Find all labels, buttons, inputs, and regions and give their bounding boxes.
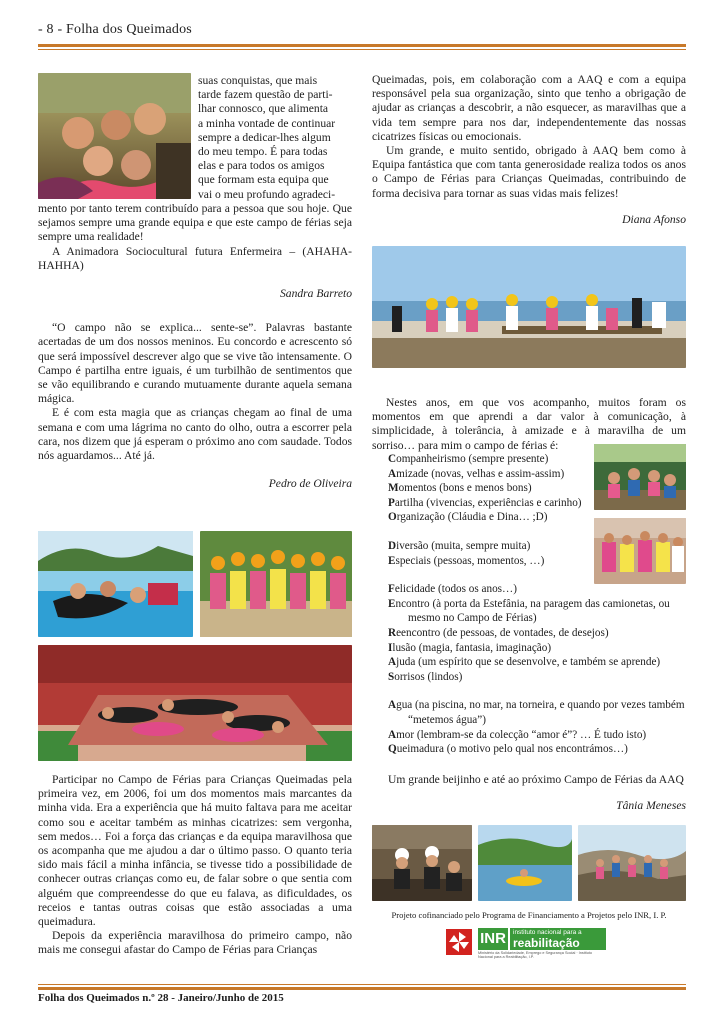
acrostic-item: Partilha (vivencias, experiências e carinho) (388, 496, 582, 509)
acrostic-item: Queimadura (o motivo pelo qual nos encontrámos…) (388, 743, 628, 756)
signature-tania: Tânia Meneses (616, 799, 686, 813)
left-p1-line-3: a minha vontade de continuar (198, 116, 336, 130)
right-p2: Um grande, e muito sentido, obrigado à AAQ bem como à Equipa fantástica que com tanta generosidade realiza todos os anos o Campo de Férias para Crianças Queimadas, contribuindo de forma decisiva para tornar as suas vidas mais felizes! (372, 144, 686, 200)
inr-wordmark: instituto nacional para a reabilitação (510, 928, 606, 950)
acrostic-item: Amizade (novas, velhas e assim-assim) (388, 467, 565, 480)
acrostic-item: mesmo no Campo de Férias) (408, 612, 537, 625)
left-column-text-a (38, 202, 352, 491)
left-p1-line-2: lhar connosco, que alimenta (198, 102, 329, 116)
acrostic-item: Sorrisos (lindos) (388, 670, 463, 683)
left-p1-line-0: suas conquistas, que mais (198, 74, 318, 87)
left-column-text-b (38, 773, 352, 958)
funding-note (372, 910, 686, 920)
page-header (38, 22, 686, 52)
photo-river-kayak (478, 825, 572, 901)
left-p4: E é com esta magia que as crianças chegam ao final de uma semana e com uma lágrima no canto do olho, outra a escorrer pela cara, nos dizem que já esperam o próximo ano com saudade. Todos nós aguardamos... Até já. (38, 406, 352, 463)
acrostic-item: Especiais (pessoas, momentos, …) (388, 554, 545, 567)
acrostic-item: Diversão (muita, sempre muita) (388, 539, 531, 552)
acrostic-item: Amor (lembram-se da colecção “amor é”? … É tudo isto) (388, 728, 647, 741)
right-p1: Queimadas, pois, em colaboração com a AAQ e com a equipa responsável pela sua organização, sinto que tenho a obrigação de ajudar as crianças a descobrir, a não esquecer, as maravilhas que a vida tem sempre para nos dar, independentemente das nossas cicatrizes físicas ou emocionais. (372, 73, 686, 143)
left-column-text-top (198, 74, 352, 202)
photo-party-room (594, 518, 686, 584)
inr-tagline: Ministério da Solidariedade, Emprego e Segurança Social · Instituto Nacional para a Reabilitação, I.P. (478, 951, 592, 960)
signature-pedro: Pedro de Oliveira (268, 477, 352, 491)
header-rule-thick (38, 44, 686, 47)
acrostic-item: Organização (Cláudia e Dina… ;D) (388, 511, 548, 524)
acrostic-item: Momentos (bons e menos bons) (388, 482, 532, 495)
acrostic-item: Agua (na piscina, no mar, na torneira, e quando por vezes também (388, 699, 685, 712)
header-rule-thin (38, 49, 686, 50)
photo-group-hug (38, 73, 191, 199)
left-p1-line-5: do meu tempo. É para todas (198, 145, 328, 159)
acrostic-item: Encontro (à porta da Estefânia, na paragem das camionetas, ou (388, 597, 670, 610)
footer-rule-thick (38, 987, 686, 990)
left-p1-rest: mento por tanto terem contribuído para a pessoa que sou hoje. Que sejamos sempre uma grande equipa e que este campo de férias seja sempre uma realidade! (38, 202, 352, 244)
footer-text: Folha dos Queimados n.º 28 - Janeiro/Junho de 2015 (38, 992, 284, 1004)
right-column-text-a (372, 73, 686, 227)
acrostic-item: Felicidade (todos os anos…) (388, 583, 517, 596)
right-p3: Nestes anos, em que vos acompanho, muitos foram os momentos em que aprendi a dar valor à comunicação, à simplicidade, à tolerância, à amizade e à maravilha de um sorriso… para mim o campo de férias é: (372, 396, 686, 452)
photo-beach-group (372, 246, 686, 368)
left-p2: A Animadora Sociocultural futura Enfermeira – (AHAHA-HAHHA) (38, 244, 352, 272)
right-closing: Um grande beijinho e até ao próximo Campo de Férias da AAQ (388, 773, 684, 786)
left-p6: Depois da experiência maravilhosa do primeiro campo, não mais me consegui afastar do Campo de Férias para Crianças (38, 929, 352, 957)
funding-text: Projeto cofinanciado pelo Programa de Financiamento a Projetos pelo INR, I. P. (391, 910, 667, 920)
photo-pool (38, 531, 193, 637)
left-p1-line-1: tarde fazem questão de parti- (198, 88, 333, 102)
acrostic-item: Reencontro (de pessoas, de vontades, de desejos) (388, 626, 609, 639)
page-title: - 8 - Folha dos Queimados (38, 22, 192, 37)
left-p5: Participar no Campo de Férias para Crianças Queimadas pela primeira vez, em 2006, foi um dos momentos mais marcantes da minha vida. Era a experiência que há muito faltava para me aceitar como sou e aceitar também as minhas cicatrizes: sem vergonha, sem medos… Foi a força das crianças e da equipa maravilhosa que os acompanha que me ajudou a dar o último passo. O quanto teria sido mais fácil a minha infância, se tivesse tido a possibilidade de conhecer outras crianças como eu, de falar sobre o que sentia com alguém que compreendesse do que eu falava, as dificuldades, os receios e tantas outras coisas que estão associadas a uma queimadura. (38, 773, 352, 929)
signature-diana: Diana Afonso (622, 212, 686, 226)
photo-group-lying (38, 645, 352, 761)
acrostic-item: “metemos água”) (408, 713, 486, 726)
left-p1-line-6: elas e para todos os amigos (198, 159, 325, 173)
photo-hats-group (200, 531, 352, 637)
inr-logo-area (446, 926, 606, 958)
inr-letters-icon: INR (478, 928, 508, 950)
photo-friends-sitting (594, 444, 686, 510)
signature-sandra: Sandra Barreto (279, 287, 352, 301)
pinwheel-logo-icon (446, 929, 472, 955)
left-p1-line-7: que formam esta equipa que (198, 173, 329, 187)
left-p1-line-4: sempre a dedicar-lhes algum (198, 130, 331, 144)
acrostic-item: Ilusão (magia, fantasia, imaginação) (388, 641, 552, 654)
left-p3: “O campo não se explica... sente-se”. Palavras bastante acertadas de um dos nossos meninos. Eu concordo e acrescento só que será impossível descrever algo que se vive tão intensamente. O Campo é partilha entre iguais, é um turbilhão de sentimentos que se vão equilibrando e curando mutuamente durante aquela semana mágica. (38, 321, 352, 406)
acrostic-item: Companheirismo (sempre presente) (388, 453, 549, 465)
footer-rule-thin (38, 984, 686, 985)
left-p1-line-8: vai o meu profundo agradeci- (198, 187, 336, 201)
right-column-text-c (388, 773, 686, 813)
photo-cave (372, 825, 472, 901)
acrostic-item: Ajuda (um espírito que se desenvolve, e também se aprende) (388, 656, 661, 669)
photo-hill-group (578, 825, 686, 901)
